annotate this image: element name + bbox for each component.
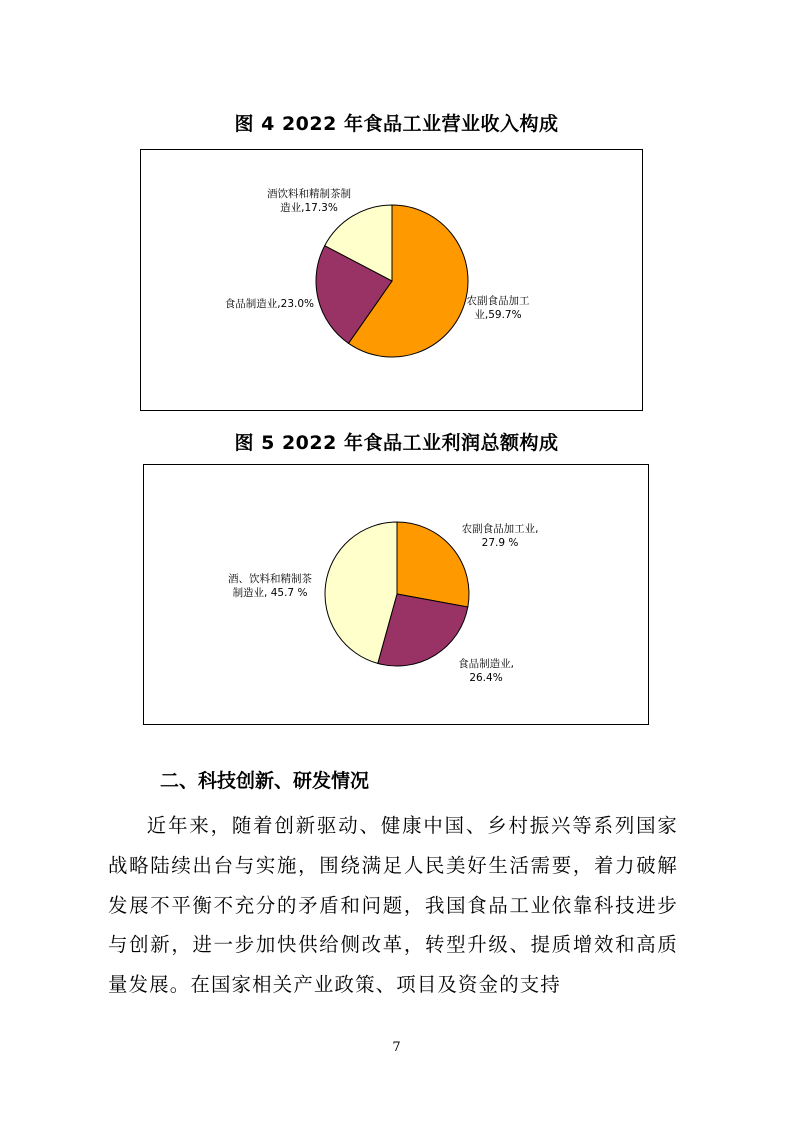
figure-5-title: 图 5 2022 年食品工业利润总额构成 bbox=[234, 432, 559, 454]
pie-label-3: 酒饮料和精制茶制造业,17.3% bbox=[267, 188, 351, 214]
pie-label-1: 农副食品加工业,59.7% bbox=[466, 295, 530, 321]
pie-label-3: 酒、饮料和精制茶制造业, 45.7 % bbox=[228, 573, 312, 599]
figure-5-chart bbox=[143, 464, 649, 725]
figure-4-title: 图 4 2022 年食品工业营业收入构成 bbox=[234, 113, 559, 135]
figure-4-chart bbox=[140, 149, 643, 411]
page-number: 7 bbox=[392, 1040, 401, 1055]
revenue-pie-chart bbox=[141, 150, 644, 412]
pie-label-2: 食品制造业,23.0% bbox=[224, 298, 314, 310]
profit-pie-chart bbox=[144, 465, 650, 726]
section-heading: 二、科技创新、研发情况 bbox=[160, 770, 370, 792]
body-paragraph: 近年来，随着创新驱动、健康中国、乡村振兴等系列国家战略陆续出台与实施，围绕满足人民美好生活需要，着力破解发展不平衡不充分的矛盾和问题，我国食品工业依靠科技进步与创新，进一步加快供给侧改革，转型升级、提质增效和高质量发展。在国家相关产业政策、项目及资金的支持 bbox=[108, 814, 678, 997]
pie-slice-1 bbox=[397, 522, 469, 607]
pie-label-1: 农副食品加工业, 27.9 % bbox=[461, 523, 539, 549]
pie-label-2: 食品制造业, 26.4% bbox=[458, 658, 514, 684]
